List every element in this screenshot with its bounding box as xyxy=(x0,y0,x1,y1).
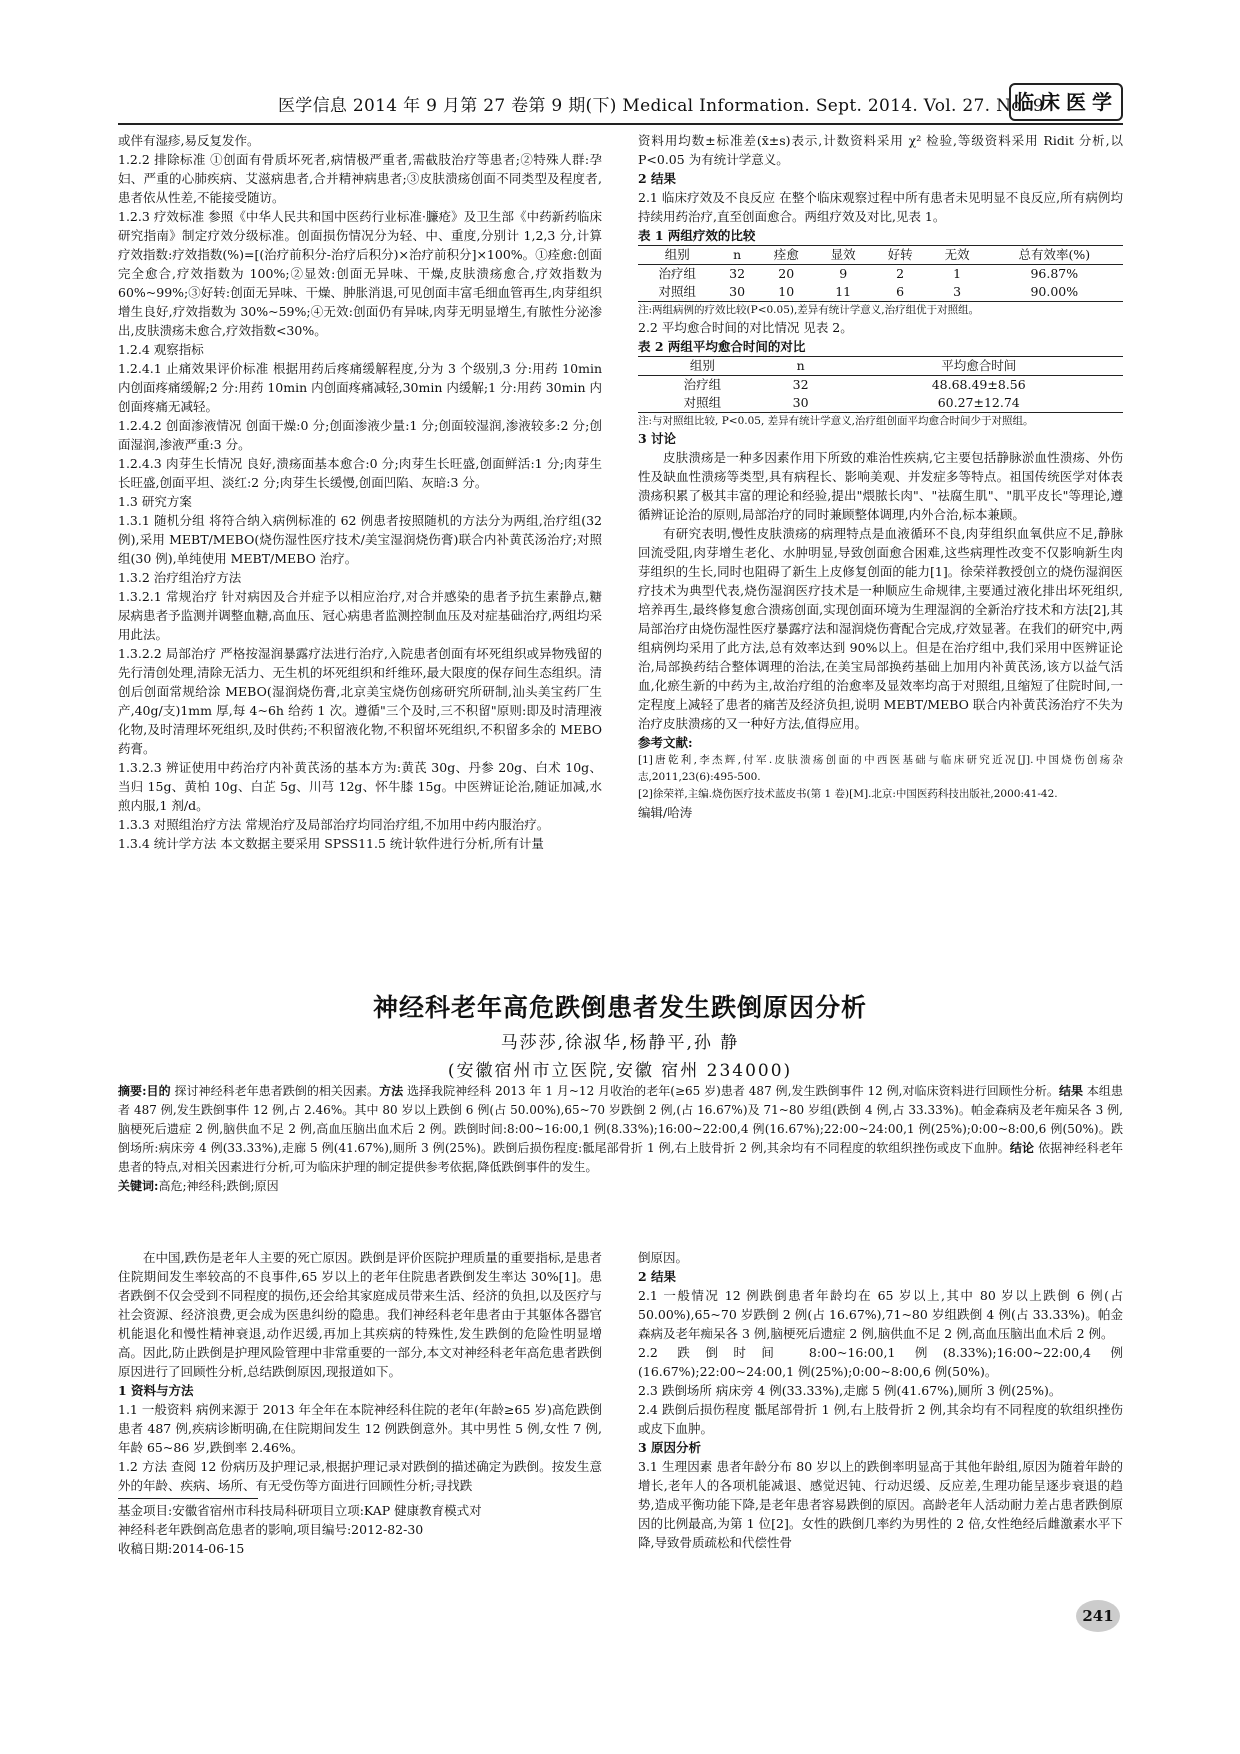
table-header-cell: n xyxy=(767,357,835,376)
table-header-cell: 平均愈合时间 xyxy=(834,357,1123,376)
table-cell: 32 xyxy=(792,377,809,392)
page-number: 241 xyxy=(1076,1600,1120,1632)
article-affiliation: (安徽宿州市立医院,安徽 宿州 234000) xyxy=(447,1061,793,1081)
paragraph: 2.2 平均愈合时间的对比情况 见表 2。 xyxy=(638,320,853,335)
paragraph: 1.3.2.3 辨证使用中药治疗内补黄芪汤的基本方为:黄芪 30g、丹参 20g、白术 10g、当归 15g、黄柏 10g、白芷 5g、川芎 12g、怀牛膝 15g。中医辨证论治,随证加减,水煎内服,1 剂/d。 xyxy=(118,760,602,813)
running-header xyxy=(118,83,1123,123)
section-heading-causes: 3 原因分析 xyxy=(638,1440,702,1455)
funding-note: 神经科老年跌倒高危患者的影响,项目编号:2012-82-30 xyxy=(118,1522,424,1537)
table-cell: 1 xyxy=(953,266,962,281)
paragraph: 1.2.4.2 创面渗液情况 创面干燥:0 分;创面渗液少量:1 分;创面较湿润,渗液较多:2 分;创面湿润,渗液严重:3 分。 xyxy=(118,418,602,452)
table-header-cell: n xyxy=(717,246,758,265)
paragraph: 1.3.4 统计学方法 本文数据主要采用 SPSS11.5 统计软件进行分析,所有计量 xyxy=(118,836,544,851)
table-header-cell: 无效 xyxy=(929,246,986,265)
section-heading-results: 2 结果 xyxy=(638,171,677,186)
header-rule xyxy=(118,123,1123,125)
abstract-label: 结果 xyxy=(1058,1084,1084,1098)
table-cell: 对照组 xyxy=(638,394,767,413)
table-cell: 90.00% xyxy=(986,283,1123,302)
paragraph: 1.3.2.1 常规治疗 针对病因及合并症予以相应治疗,对合并感染的患者予抗生素静点,糖尿病患者予监测并调整血糖,高血压、冠心病患者监测控制血压及对症基础治疗,两组均采用此法。 xyxy=(118,589,602,642)
table-cell: 3 xyxy=(929,283,986,302)
paragraph: 2.2 跌倒时间 8:00~16:00,1 例(8.33%);16:00~22:00,4 例(16.67%);22:00~24:00,1 例(25%);0:00~8:00,6 例(50%)。 xyxy=(638,1345,1123,1379)
table2-caption: 表 2 两组平均愈合时间的对比 xyxy=(638,339,806,354)
article2-left-column xyxy=(118,1248,602,1558)
table1 xyxy=(638,245,1123,302)
paragraph: 2.1 一般情况 12 例跌倒患者年龄均在 65 岁以上,其中 80 岁以上跌倒 6 例(占 50.00%),65~70 岁跌倒 2 例(占 16.67%),71~80 岁组跌倒 4 例(占 33.33%)。帕金森病及老年痴呆各 3 例,脑梗死后遗症 2 例,脑供血不足 2 例,高血压脑出血术后 2 例。 xyxy=(638,1288,1123,1341)
table-cell: 48.68.49±8.56 xyxy=(931,377,1026,392)
table-cell: 60.27±12.74 xyxy=(834,394,1123,413)
article-authors: 马莎莎,徐淑华,杨静平,孙 静 xyxy=(500,1033,740,1053)
table-row xyxy=(638,265,1123,284)
paragraph: 2.1 临床疗效及不良反应 在整个临床观察过程中所有患者未见明显不良反应,所有病例均持续用药治疗,直至创面愈合。两组疗效及对比,见表 1。 xyxy=(638,190,1123,224)
paragraph: 2.4 跌倒后损伤程度 骶尾部骨折 1 例,右上肢骨折 2 例,其余均有不同程度的软组织挫伤或皮下血肿。 xyxy=(638,1402,1123,1436)
article2-right-column xyxy=(638,1248,1123,1552)
paragraph: 或伴有湿疹,易反复发作。 xyxy=(118,133,260,148)
subheading: 1.3.2 治疗组治疗方法 xyxy=(118,570,242,585)
section-badge: 临床医学 xyxy=(1009,83,1123,121)
table-cell: 6 xyxy=(872,283,929,302)
table-header-cell: 组别 xyxy=(638,357,767,376)
table-cell: 2 xyxy=(896,266,905,281)
paragraph: 倒原因。 xyxy=(638,1250,689,1265)
paragraph: 3.1 生理因素 患者年龄分布 80 岁以上的跌倒率明显高于其他年龄组,原因为随着年龄的增长,老年人的各项机能减退、感觉迟钝、行动迟缓、反应差,生理功能呈逐步衰退的趋势,造成平衡功能下降,是老年患者容易跌倒的原因。高龄老年人活动耐力差占患者跌倒原因的比例最高,为第 1 位[2]。女性的跌倒几率约为男性的 2 倍,女性绝经后雌激素水平下降,导致骨质疏松和代偿性骨 xyxy=(638,1459,1123,1550)
table1-caption: 表 1 两组疗效的比较 xyxy=(638,228,756,243)
paragraph: 1.2 方法 查阅 12 份病历及护理记录,根据护理记录对跌倒的描述确定为跌倒。按发生意外的年龄、疾病、场所、有无受伤等方面进行回顾性分析;寻找跌 xyxy=(118,1459,602,1493)
abstract-text: 选择我院神经科 2013 年 1 月~12 月收治的老年(≥65 岁)患者 487 例,发生跌倒事件 12 例,对临床资料进行回顾性分析。 xyxy=(403,1084,1059,1098)
table2-note: 注:与对照组比较, P<0.05, 差异有统计学意义,治疗组创面平均愈合时间少于对照组。 xyxy=(638,415,1034,427)
abstract-label: 方法 xyxy=(379,1084,404,1098)
paragraph: 皮肤溃疡是一种多因素作用下所致的难治性疾病,它主要包括静脉淤血性溃疡、外伤性及缺血性溃疡等类型,具有病程长、影响美观、并发症多等特点。祖国传统医学对体表溃疡积累了极其丰富的理论和经验,提出"煨脓长肉"、"祛腐生肌"、"肌平皮长"等理论,遵循辨证论治的原则,局部治疗的同时兼顾整体调理,内外合治,标本兼顾。 xyxy=(638,450,1123,522)
article-title: 神经科老年高危跌倒患者发生跌倒原因分析 xyxy=(372,993,867,1022)
table-cell: 30 xyxy=(717,283,758,302)
journal-header-title: 医学信息 2014 年 9 月第 27 卷第 9 期(下) Medical Information. Sept. 2014. Vol. 27. No. 9 xyxy=(278,96,1045,116)
abstract-label: 结论 xyxy=(1009,1141,1035,1155)
paragraph: 1.3.3 对照组治疗方法 常规治疗及局部治疗均同治疗组,不加用中药内服治疗。 xyxy=(118,817,550,832)
table-header-cell: 痊愈 xyxy=(758,246,815,265)
table-row xyxy=(638,376,1123,395)
table-cell: 治疗组 xyxy=(658,266,697,281)
paragraph: 在中国,跌伤是老年人主要的死亡原因。跌倒是评价医院护理质量的重要指标,是患者住院期间发生率较高的不良事件,65 岁以上的老年住院患者跌倒发生率达 30%[1]。患者跌倒不仅会受到不同程度的损伤,还会给其家庭成员带来生活、经济的负担,以及医疗与社会资源、经济浪费,更会成为医患纠纷的隐患。我们神经科老年患者由于其躯体各器官机能退化和慢性精神衰退,动作迟缓,再加上其疾病的特殊性,发生跌倒的危险性明显增高。因此,防止跌倒是护理风险管理中非常重要的一部分,本文对神经科老年高危患者跌倒原因进行了回顾性分析,总结跌倒原因,现报道如下。 xyxy=(118,1250,602,1379)
footnote-rule xyxy=(118,1498,258,1499)
table-cell: 10 xyxy=(758,283,815,302)
table-row xyxy=(638,283,1123,302)
paragraph: 1.1 一般资料 病例来源于 2013 年全年在本院神经科住院的老年(年龄≥65 岁)高危跌倒患者 487 例,疾病诊断明确,在住院期间发生 12 例跌倒意外。其中男性 5 例,女性 7 例,年龄 65~86 岁,跌倒率 2.46%。 xyxy=(118,1402,602,1455)
paragraph: 1.3.1 随机分组 将符合纳入病例标准的 62 例患者按照随机的方法分为两组,治疗组(32 例),采用 MEBT/MEBO(烧伤湿性医疗技术/美宝湿润烧伤膏)联合内补黄芪汤治疗;对照组(30 例),单纯使用 MEBT/MEBO 治疗。 xyxy=(118,513,602,566)
article1-left-column xyxy=(118,131,602,853)
table-cell: 96.87% xyxy=(1030,266,1079,281)
article1-right-column xyxy=(638,131,1123,822)
table-row xyxy=(638,394,1123,413)
abstract xyxy=(118,1082,1123,1196)
table2 xyxy=(638,356,1123,413)
abstract-text: 探讨神经科老年患者跌倒的相关因素。 xyxy=(170,1084,380,1098)
paragraph: 1.2.2 排除标准 ①创面有骨质坏死者,病情极严重者,需截肢治疗等患者;②特殊人群:孕妇、严重的心肺疾病、艾滋病患者,合并精神病患者;③皮肤溃疡创面不同类型及程度者,患者依从性差,不能接受随访。 xyxy=(118,152,602,205)
table-header-cell: 组别 xyxy=(638,246,717,265)
table-cell: 32 xyxy=(729,266,746,281)
paragraph: 2.3 跌倒场所 病床旁 4 例(33.33%),走廊 5 例(41.67%),厕所 3 例(25%)。 xyxy=(638,1383,1062,1398)
subheading: 1.3 研究方案 xyxy=(118,494,192,509)
reference-list xyxy=(638,752,1123,803)
paragraph: 资料用均数±标准差(x̄±s)表示,计数资料采用 χ² 检验,等级资料采用 Ridit 分析,以 P<0.05 为有统计学意义。 xyxy=(638,133,1123,167)
keywords xyxy=(118,1177,1123,1196)
abstract-text: 本组患者 487 例,发生跌倒事件 12 例,占 2.46%。其中 80 岁以上跌倒 6 例(占 50.00%),65~70 岁跌倒 2 例,(占 16.67%)及 71~80 岁组(跌倒 4 例,占 33.33%)。帕金森病及老年痴呆各 3 例,脑梗死后遗症 2 例,脑供血不足 2 例,高血压脑出血术后 2 例。跌倒时间:8:00~16:00,1 例(8.33%);16:00~22:00,4 例(16.67%);22:00~24:00,1 例(25%);0:00~8:00,6 例(50%)。跌倒场所:病床旁 4 例(33.33%),走廊 5 例(41.67%),厕所 3 例(25%)。跌倒后损伤程度:骶尾部骨折 1 例,右上肢骨折 2 例,其余均有不同程度的软组织挫伤或皮下血肿。 xyxy=(118,1084,1123,1155)
table-header-cell: 总有效率(%) xyxy=(986,246,1123,265)
section-heading-discussion: 3 讨论 xyxy=(638,431,677,446)
reference-item: [1]唐乾利,李杰辉,付军.皮肤溃疡创面的中西医基础与临床研究近况[J].中国烧伤创疡杂志,2011,23(6):495-500. xyxy=(638,754,1123,783)
abstract-block xyxy=(118,1084,1123,1174)
abstract-label: 摘要:目的 xyxy=(118,1084,171,1098)
funding-note: 基金项目:安徽省宿州市科技局科研项目立项:KAP 健康教育模式对 xyxy=(118,1503,482,1518)
table1-note: 注:两组病例的疗效比较(P<0.05),差异有统计学意义,治疗组优于对照组。 xyxy=(638,304,980,316)
section-heading-results: 2 结果 xyxy=(638,1269,677,1284)
table-cell: 治疗组 xyxy=(683,377,722,392)
table-cell: 9 xyxy=(839,266,848,281)
abstract-text: 依据神经科老年患者的特点,对相关因素进行分析,可为临床护理的制定提供参考依据,降低跌倒事件的发生。 xyxy=(118,1141,1123,1174)
paragraph: 1.2.3 疗效标准 参照《中华人民共和国中医药行业标准·臁疮》及卫生部《中药新药临床研究指南》制定疗效分级标准。创面损伤情况分为轻、中、重度,分别计 1,2,3 分,计算疗效指数:疗效指数(%)=[(治疗前积分-治疗后积分)×治疗前积分]×100%。①痊愈:创面完全愈合,疗效指数为 100%;②显效:创面无异味、干燥,皮肤溃疡愈合,疗效指数为 60%~99%;③好转:创面无异味、干燥、肿胀消退,可见创面丰富毛细血管再生,肉芽组织增生良好,疗效指数为 30%~59%;④无效:创面仍有异味,肉芽无明显增生,有脓性分泌渗出,皮肤溃疡未愈合,疗效指数<30%。 xyxy=(118,209,602,338)
keywords-text: 高危;神经科;跌倒;原因 xyxy=(158,1179,279,1193)
table-cell: 对照组 xyxy=(638,283,717,302)
paragraph: 1.3.2.2 局部治疗 严格按湿润暴露疗法进行治疗,入院患者创面有坏死组织或异物残留的先行清创处理,清除无活力、无生机的坏死组织和纤维环,最大限度的保存间生态组织。清创后创面常规给涂 MEBO(湿润烧伤膏,北京美宝烧伤创疡研究所研制,汕头美宝药厂生产,40g/支)1mm 厚,每 4~6h 给药 1 次。遵循"三个及时,三不积留"原则:即及时清理液化物,及时清理坏死组织,及时供药;不积留液化物,不积留坏死组织,不积留多余的 MEBO 药膏。 xyxy=(118,646,602,756)
paragraph: 1.2.4.1 止痛效果评价标准 根据用药后疼痛缓解程度,分为 3 个级别,3 分:用药 10min 内创面疼痛缓解;2 分:用药 10min 内创面疼痛减轻,30min 内缓解;1 分:用药 30min 内创面疼痛无减轻。 xyxy=(118,361,602,414)
table-cell: 30 xyxy=(767,394,835,413)
editor-credit: 编辑/哈涛 xyxy=(638,805,693,820)
table-header-cell: 显效 xyxy=(815,246,872,265)
keywords-label: 关键词: xyxy=(118,1179,159,1193)
paragraph: 1.2.4.3 肉芽生长情况 良好,溃疡面基本愈合:0 分;肉芽生长旺盛,创面鲜活:1 分;肉芽生长旺盛,创面平坦、淡红:2 分;肉芽生长缓慢,创面凹陷、灰暗:3 分。 xyxy=(118,456,602,490)
section-heading-methods: 1 资料与方法 xyxy=(118,1383,194,1398)
references-heading: 参考文献: xyxy=(638,735,693,750)
table-header-cell: 好转 xyxy=(872,246,929,265)
reference-item: [2]徐荣祥,主编.烧伤医疗技术蓝皮书(第 1 卷)[M].北京:中国医药科技出版社,2000:41-42. xyxy=(638,788,1058,800)
subheading: 1.2.4 观察指标 xyxy=(118,342,204,357)
paragraph: 有研究表明,慢性皮肤溃疡的病理特点是血液循环不良,肉芽组织血氧供应不足,静脉回流受阻,肉芽增生老化、水肿明显,导致创面愈合困难,这些病理性改变不仅影响新生肉芽组织的生长,同时也阻碍了新生上皮修复创面的能力[1]。徐荣祥教授创立的烧伤湿润医疗技术为典型代表,烧伤湿润医疗技术是一种顺应生命规律,主要通过液化排出坏死组织,培养再生,最终修复愈合溃疡创面,实现创面环境为生理湿润的全新治疗技术和方法[2],其局部治疗由烧伤湿性医疗暴露疗法和湿润烧伤膏配合完成,疗效显著。在我们的研究中,两组病例均采用了此方法,总有效率达到 90%以上。但是在治疗组中,我们采用中医辨证论治,局部换药结合整体调理的治法,在美宝局部换药基础上加用内补黄芪汤,该方以益气活血,化瘀生新的中药为主,故治疗组的治愈率及显效率均高于对照组,且缩短了住院时间,一定程度上减轻了患者的痛苦及经济负担,说明 MEBT/MEBO 联合内补黄芪汤治疗不失为治疗皮肤溃疡的又一种好方法,值得应用。 xyxy=(638,526,1123,731)
received-date: 收稿日期:2014-06-15 xyxy=(118,1541,245,1556)
table-cell: 11 xyxy=(815,283,872,302)
table-cell: 20 xyxy=(778,266,795,281)
